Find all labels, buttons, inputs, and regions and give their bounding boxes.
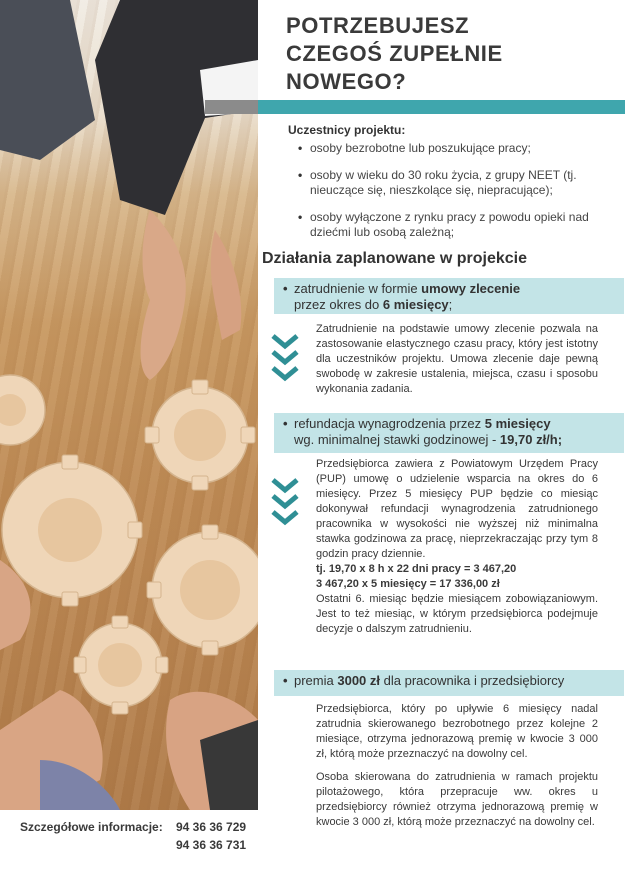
action2-calc-1: tj. 19,70 x 8 h x 22 dni pracy = 3 467,20 bbox=[316, 563, 517, 575]
action1-text: Zatrudnienie na podstawie umowy zlecenie pozwala na zastosowanie elastycznego czasu pracy, który jest istotny dla uczestników projektu. Umowa zlecenie daje pewną swobodę w zakresie ustalenia, miejsca, czasu i sposobu wykonania zadania. bbox=[316, 323, 598, 395]
action1-bold: umowy zlecenie bbox=[421, 281, 521, 296]
action2-pre: refundacja wynagrodzenia przez bbox=[294, 416, 485, 431]
list-item: • osoby w wieku do 30 roku życia, z grupy NEET (tj. nieuczące się, nieszkolące się, niepracujące); bbox=[288, 168, 608, 198]
action-band-1 bbox=[274, 278, 624, 314]
list-item: • osoby wyłączone z rynku pracy z powodu opieki nad dziećmi lub osobą zależną; bbox=[288, 210, 608, 240]
action3-post: dla pracownika i przedsiębiorcy bbox=[380, 673, 565, 688]
action3-pre: premia bbox=[294, 673, 338, 688]
action3-bold: 3000 zł bbox=[337, 673, 381, 688]
action2-text: Przedsiębiorca zawiera z Powiatowym Urzędem Pracy (PUP) umowę o udzielenie wsparcia na okres do 6 miesięcy. Przez 5 miesięcy PUP będzie co miesiąc dokonywał refundacji wynagrodzenia zatrudnionego pracownika w wysokości nie wyższej niż minimalna stawka godzinowa za pracę, nieprzekraczając przy tym 8 godzin pracy dziennie. bbox=[316, 458, 598, 560]
action1-line2-post: ; bbox=[448, 297, 453, 312]
action3-description bbox=[316, 702, 598, 838]
action3-text-1: Przedsiębiorca, który po upływie 6 miesięcy nadal zatrudnia skierowanego bezrobotnego przez kolejne 2 miesiące, otrzyma jednorazową premię w kwocie 3 000 zł, którą może przeznaczyć na dowolny cel. bbox=[316, 703, 598, 760]
sleeve-left bbox=[0, 0, 95, 160]
hand-top bbox=[141, 210, 186, 380]
title-line-2: CZEGOŚ ZUPEŁNIE bbox=[286, 41, 503, 66]
title-line-1: POTRZEBUJESZ bbox=[286, 13, 470, 38]
contact-info bbox=[20, 818, 247, 852]
action-band-3 bbox=[274, 670, 624, 696]
finger-top bbox=[211, 230, 241, 340]
list-item: • osoby bezrobotne lub poszukujące pracy; bbox=[288, 141, 608, 156]
phone-1[interactable]: 94 36 36 729 bbox=[176, 820, 247, 834]
contact-phones bbox=[176, 818, 246, 854]
title-divider-accent bbox=[258, 100, 625, 114]
action2-bold: 5 miesięcy bbox=[484, 416, 551, 431]
participants-list bbox=[288, 141, 608, 240]
chevron-down-icon bbox=[270, 333, 300, 385]
title-line-3: NOWEGO? bbox=[286, 69, 407, 94]
page-title bbox=[286, 12, 606, 96]
gears-illustration bbox=[0, 0, 258, 810]
chevron-down-icon bbox=[270, 477, 300, 529]
participants-section bbox=[288, 123, 608, 252]
participants-heading: Uczestnicy projektu: bbox=[288, 123, 406, 137]
actions-heading: Działania zaplanowane w projekcie bbox=[262, 250, 527, 267]
action2-line2-bold: 19,70 zł/h; bbox=[499, 432, 563, 447]
action2-text-2: Ostatni 6. miesiąc będzie miesiącem zobowiązaniowym. Jest to też miesiąc, w którym przedsiębiorca podejmuje decyzje o dalszym zatrudnieniu. bbox=[316, 593, 598, 635]
action1-pre: zatrudnienie w formie bbox=[294, 281, 422, 296]
title-divider-grey bbox=[205, 100, 258, 114]
action2-description bbox=[316, 457, 598, 645]
gears-photo bbox=[0, 0, 258, 810]
action-band-2 bbox=[274, 413, 624, 453]
phone-2[interactable]: 94 36 36 731 bbox=[176, 838, 247, 852]
contact-label: Szczegółowe informacje: bbox=[20, 820, 163, 834]
action1-line2-pre: przez okres do bbox=[294, 297, 383, 312]
action1-description bbox=[316, 322, 598, 405]
action1-line2-bold: 6 miesięcy bbox=[382, 297, 449, 312]
action2-calc-2: 3 467,20 x 5 miesięcy = 17 336,00 zł bbox=[316, 578, 500, 590]
action3-text-2: Osoba skierowana do zatrudnienia w ramach projektu pilotażowego, która przepracuje ww. okres u przedsiębiorcy również otrzyma jednorazową premię w kwocie 3 000 zł, którą może przeznaczyć na dowolny cel. bbox=[316, 771, 598, 828]
action2-line2-pre: wg. minimalnej stawki godzinowej - bbox=[294, 432, 500, 447]
